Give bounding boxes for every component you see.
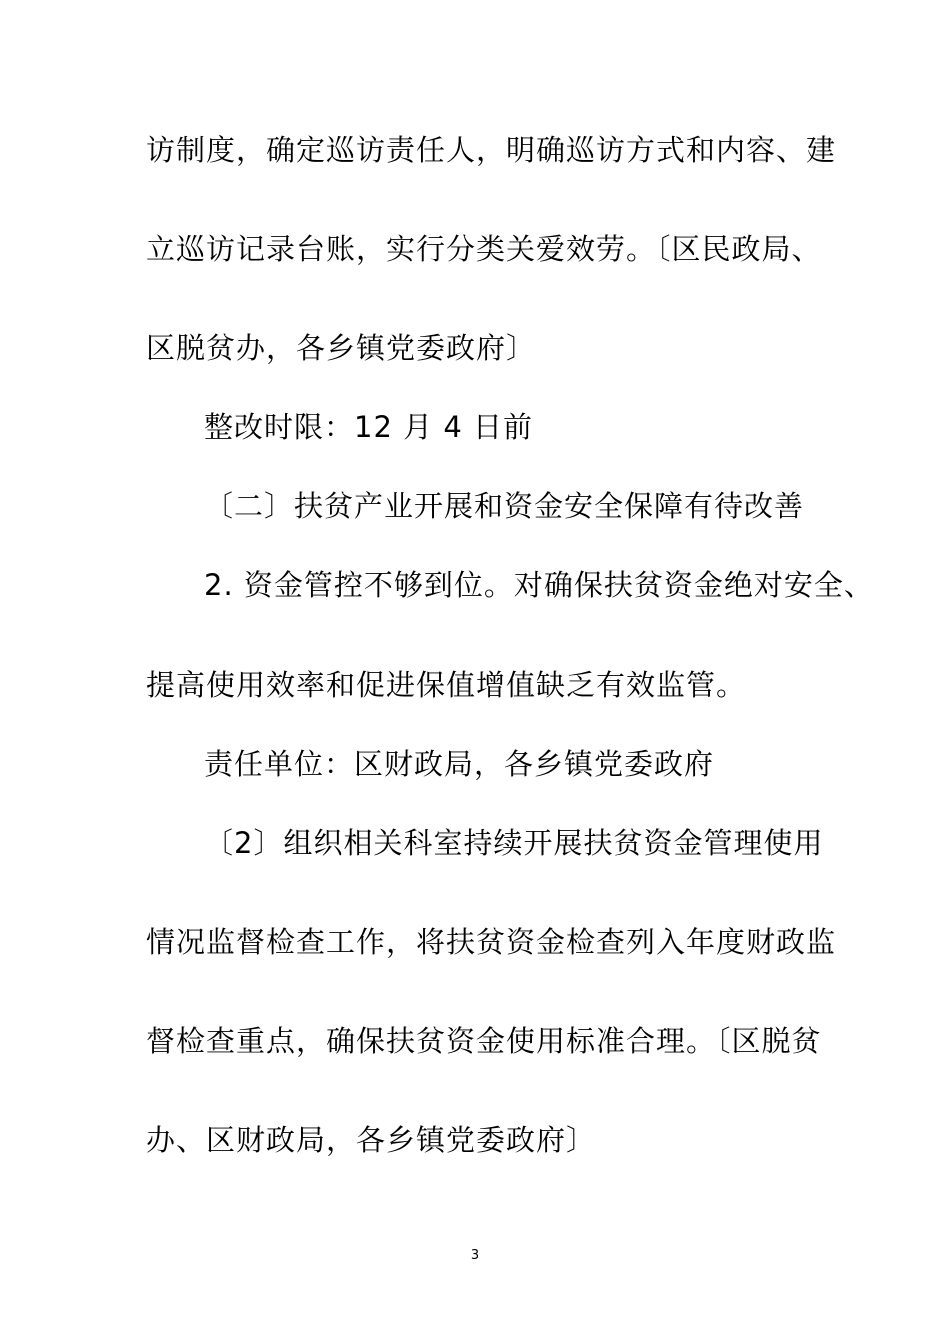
text-line-11: 督检查重点，确保扶贫资金使用标准合理。〔区脱贫 bbox=[146, 1024, 822, 1058]
section-heading: 〔二〕扶贫产业开展和资金安全保障有待改善 bbox=[204, 489, 805, 523]
text-line-9: 〔2〕组织相关科室持续开展扶贫资金管理使用 bbox=[204, 826, 824, 860]
text-line-4: 整改时限：12 月 4 日前 bbox=[204, 410, 534, 444]
text-line-3: 区脱贫办，各乡镇党委政府〕 bbox=[146, 331, 537, 365]
page-number: 3 bbox=[470, 1248, 480, 1263]
text-line-10: 情况监督检查工作，将扶贫资金检查列入年度财政监 bbox=[146, 925, 837, 959]
text-line-7: 提高使用效率和促进保值增值缺乏有效监管。 bbox=[146, 668, 747, 702]
text-line-8: 责任单位：区财政局，各乡镇党委政府 bbox=[204, 747, 715, 781]
text-line-2: 立巡访记录台账，实行分类关爱效劳。〔区民政局、 bbox=[146, 232, 822, 266]
text-line-1: 访制度，确定巡访责任人，明确巡访方式和内容、建 bbox=[146, 133, 837, 167]
text-line-12: 办、区财政局，各乡镇党委政府〕 bbox=[146, 1123, 597, 1157]
text-line-6: 2. 资金管控不够到位。对确保扶贫资金绝对安全、 bbox=[204, 568, 874, 602]
